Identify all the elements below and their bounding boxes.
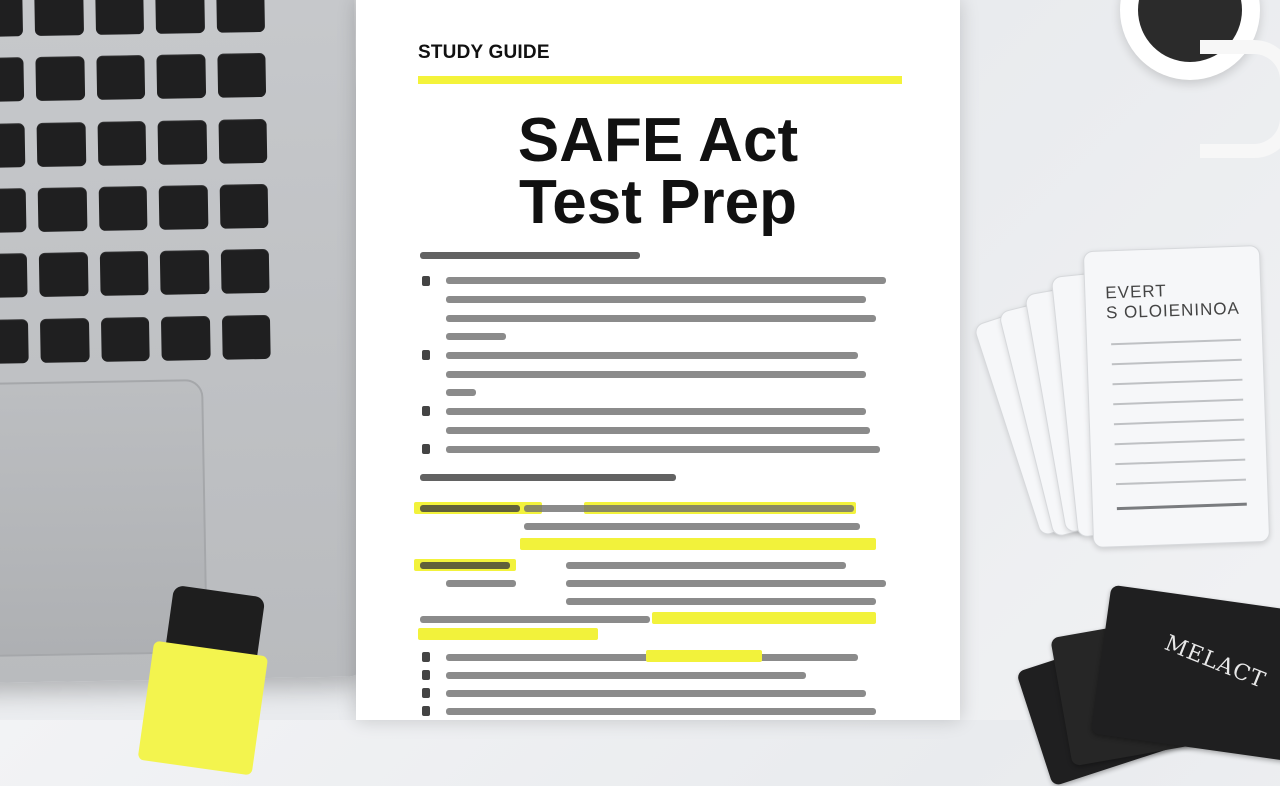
text-line	[566, 562, 846, 569]
study-guide-document	[356, 0, 960, 720]
highlighter-body	[138, 641, 269, 776]
text-line	[446, 446, 880, 453]
text-line	[446, 296, 866, 303]
text-line	[420, 616, 650, 623]
text-line	[446, 315, 876, 322]
highlight	[418, 628, 598, 640]
text-line	[446, 408, 866, 415]
header-underline	[418, 76, 902, 84]
document-header: STUDY GUIDE	[418, 42, 550, 63]
text-line	[524, 505, 854, 512]
document-title-line-1: SAFE Act	[517, 106, 799, 175]
laptop	[0, 0, 366, 684]
text-line	[566, 598, 876, 605]
text-line	[446, 389, 476, 396]
bullet	[422, 688, 430, 698]
text-line	[420, 562, 510, 569]
text-line	[446, 672, 806, 679]
bullet	[422, 444, 430, 454]
highlight	[646, 650, 762, 662]
text-line	[420, 505, 520, 512]
bullet	[422, 406, 430, 416]
bullet	[422, 350, 430, 360]
coffee-cup-handle	[1200, 40, 1280, 158]
text-line	[446, 580, 516, 587]
bullet	[422, 670, 430, 680]
keyboard	[0, 0, 271, 373]
text-line	[446, 708, 876, 715]
text-line	[524, 523, 860, 530]
section-heading	[420, 474, 676, 481]
flash-card-title: EVERT S OLOIENINOA	[1105, 281, 1241, 323]
dark-card-text: MELACT	[1160, 630, 1270, 694]
flash-card-front	[1083, 245, 1270, 548]
bullet	[422, 276, 430, 286]
bullet	[422, 652, 430, 662]
text-line	[446, 333, 506, 340]
highlight	[652, 612, 876, 624]
text-line	[566, 580, 886, 587]
text-line	[446, 277, 886, 284]
section-heading	[420, 252, 640, 259]
highlight	[520, 538, 876, 550]
document-title-line-2: Test Prep	[519, 168, 797, 237]
bullet	[422, 706, 430, 716]
text-line	[446, 371, 866, 378]
text-line	[446, 427, 870, 434]
text-line	[446, 352, 858, 359]
highlighter	[139, 583, 272, 767]
text-line	[446, 690, 866, 697]
